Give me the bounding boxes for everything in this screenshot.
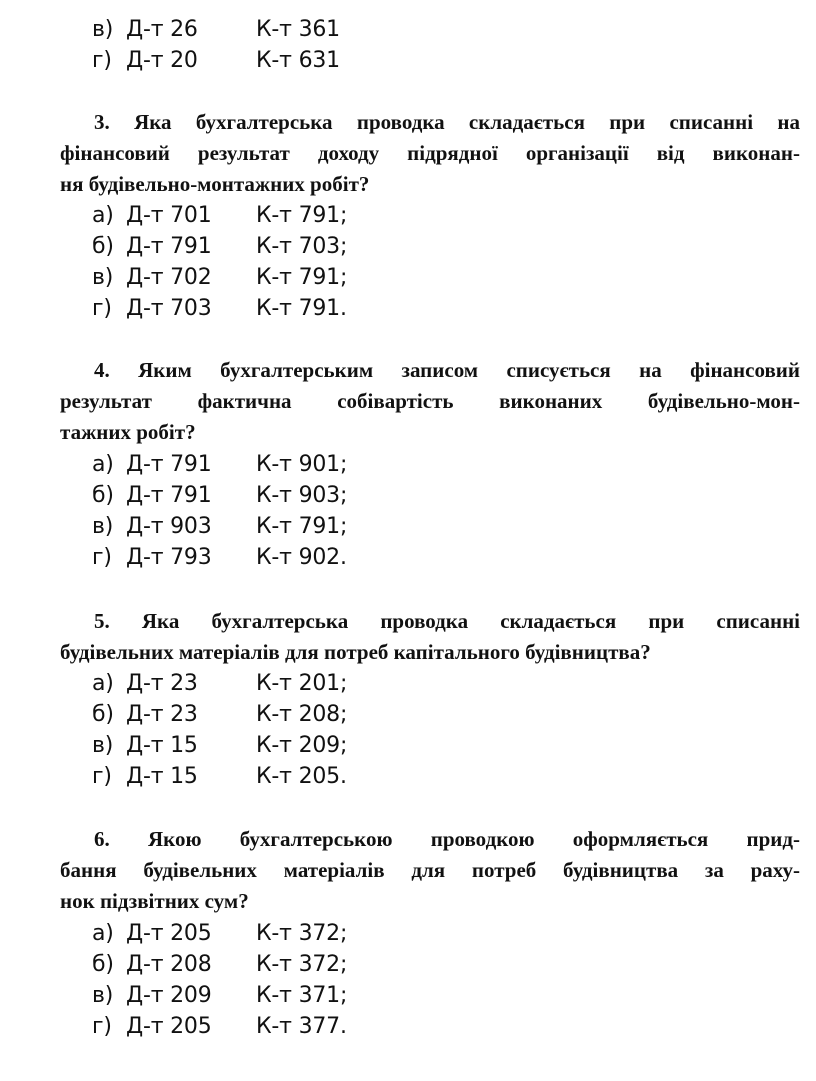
option-debit: Д-т 791 (126, 234, 212, 259)
option-letter: б) (92, 483, 114, 508)
option-credit: К-т 903; (256, 483, 348, 508)
option-debit: Д-т 209 (126, 983, 212, 1008)
option-credit: К-т 201; (256, 671, 348, 696)
option-credit: К-т 791; (256, 203, 348, 228)
option-debit: Д-т 208 (126, 952, 212, 977)
answer-option (92, 262, 347, 293)
option-credit: К-т 902. (256, 545, 347, 570)
question-line: будівельних матеріалів для потреб капітального будівництва? (60, 640, 651, 664)
question-line: 3. Яка бухгалтерська проводка складається при списанні на (94, 110, 800, 134)
question-line: 4. Яким бухгалтерським записом списується на фінансовий (94, 358, 800, 382)
option-debit: Д-т 703 (126, 296, 212, 321)
answer-option (92, 761, 347, 792)
option-credit: К-т 209; (256, 733, 348, 758)
answer-option (92, 918, 347, 949)
question-line: тажних робіт? (60, 420, 196, 444)
option-debit: Д-т 20 (126, 48, 198, 73)
answer-option (92, 699, 347, 730)
option-debit: Д-т 26 (126, 17, 198, 42)
option-letter: б) (92, 702, 114, 727)
option-letter: а) (92, 452, 114, 477)
question-4 (60, 355, 800, 448)
option-debit: Д-т 793 (126, 545, 212, 570)
question-line: бання будівельних матеріалів для потреб будівництва за раху- (60, 858, 800, 882)
option-credit: К-т 791; (256, 265, 348, 290)
option-credit: К-т 372; (256, 921, 348, 946)
answer-option (92, 231, 347, 262)
answer-option (92, 200, 347, 231)
question-line: 5. Яка бухгалтерська проводка складається при списанні (94, 609, 800, 633)
answer-option (92, 668, 347, 699)
answer-option (92, 480, 347, 511)
answer-option (92, 293, 347, 324)
option-debit: Д-т 23 (126, 671, 198, 696)
answer-option (92, 449, 347, 480)
option-letter: а) (92, 203, 114, 228)
option-credit: К-т 791. (256, 296, 347, 321)
question-6 (60, 824, 800, 917)
option-credit: К-т 372; (256, 952, 348, 977)
answer-option (92, 949, 347, 980)
question-line: ня будівельно-монтажних робіт? (60, 172, 370, 196)
answer-option (92, 45, 340, 76)
option-letter: г) (92, 48, 112, 73)
option-letter: г) (92, 545, 112, 570)
option-credit: К-т 703; (256, 234, 348, 259)
option-letter: б) (92, 952, 114, 977)
answer-option (92, 14, 340, 45)
option-credit: К-т 361 (256, 17, 340, 42)
option-credit: К-т 371; (256, 983, 348, 1008)
option-letter: в) (92, 265, 114, 290)
question-3 (60, 107, 800, 200)
option-credit: К-т 377. (256, 1014, 347, 1039)
option-letter: а) (92, 671, 114, 696)
option-letter: в) (92, 983, 114, 1008)
question-line: нок підзвітних сум? (60, 889, 249, 913)
option-letter: г) (92, 296, 112, 321)
option-credit: К-т 208; (256, 702, 348, 727)
answer-option (92, 980, 347, 1011)
option-debit: Д-т 15 (126, 764, 198, 789)
question-line: результат фактична собівартість виконаних будівельно-мон- (60, 389, 800, 413)
answer-option (92, 511, 347, 542)
option-letter: а) (92, 921, 114, 946)
option-credit: К-т 791; (256, 514, 348, 539)
option-letter: б) (92, 234, 114, 259)
option-credit: К-т 205. (256, 764, 347, 789)
option-debit: Д-т 702 (126, 265, 212, 290)
option-debit: Д-т 791 (126, 452, 212, 477)
option-letter: в) (92, 17, 114, 42)
answer-option (92, 730, 347, 761)
option-debit: Д-т 15 (126, 733, 198, 758)
answer-option (92, 542, 347, 573)
option-letter: г) (92, 1014, 112, 1039)
option-letter: в) (92, 514, 114, 539)
option-letter: г) (92, 764, 112, 789)
option-debit: Д-т 205 (126, 1014, 212, 1039)
option-debit: Д-т 205 (126, 921, 212, 946)
option-debit: Д-т 791 (126, 483, 212, 508)
option-credit: К-т 631 (256, 48, 340, 73)
option-credit: К-т 901; (256, 452, 348, 477)
question-line: 6. Якою бухгалтерською проводкою оформляється прид- (94, 827, 800, 851)
option-debit: Д-т 23 (126, 702, 198, 727)
option-debit: Д-т 701 (126, 203, 212, 228)
option-debit: Д-т 903 (126, 514, 212, 539)
option-letter: в) (92, 733, 114, 758)
question-line: фінансовий результат доходу підрядної організації від виконан- (60, 141, 800, 165)
question-5 (60, 606, 800, 668)
answer-option (92, 1011, 347, 1042)
